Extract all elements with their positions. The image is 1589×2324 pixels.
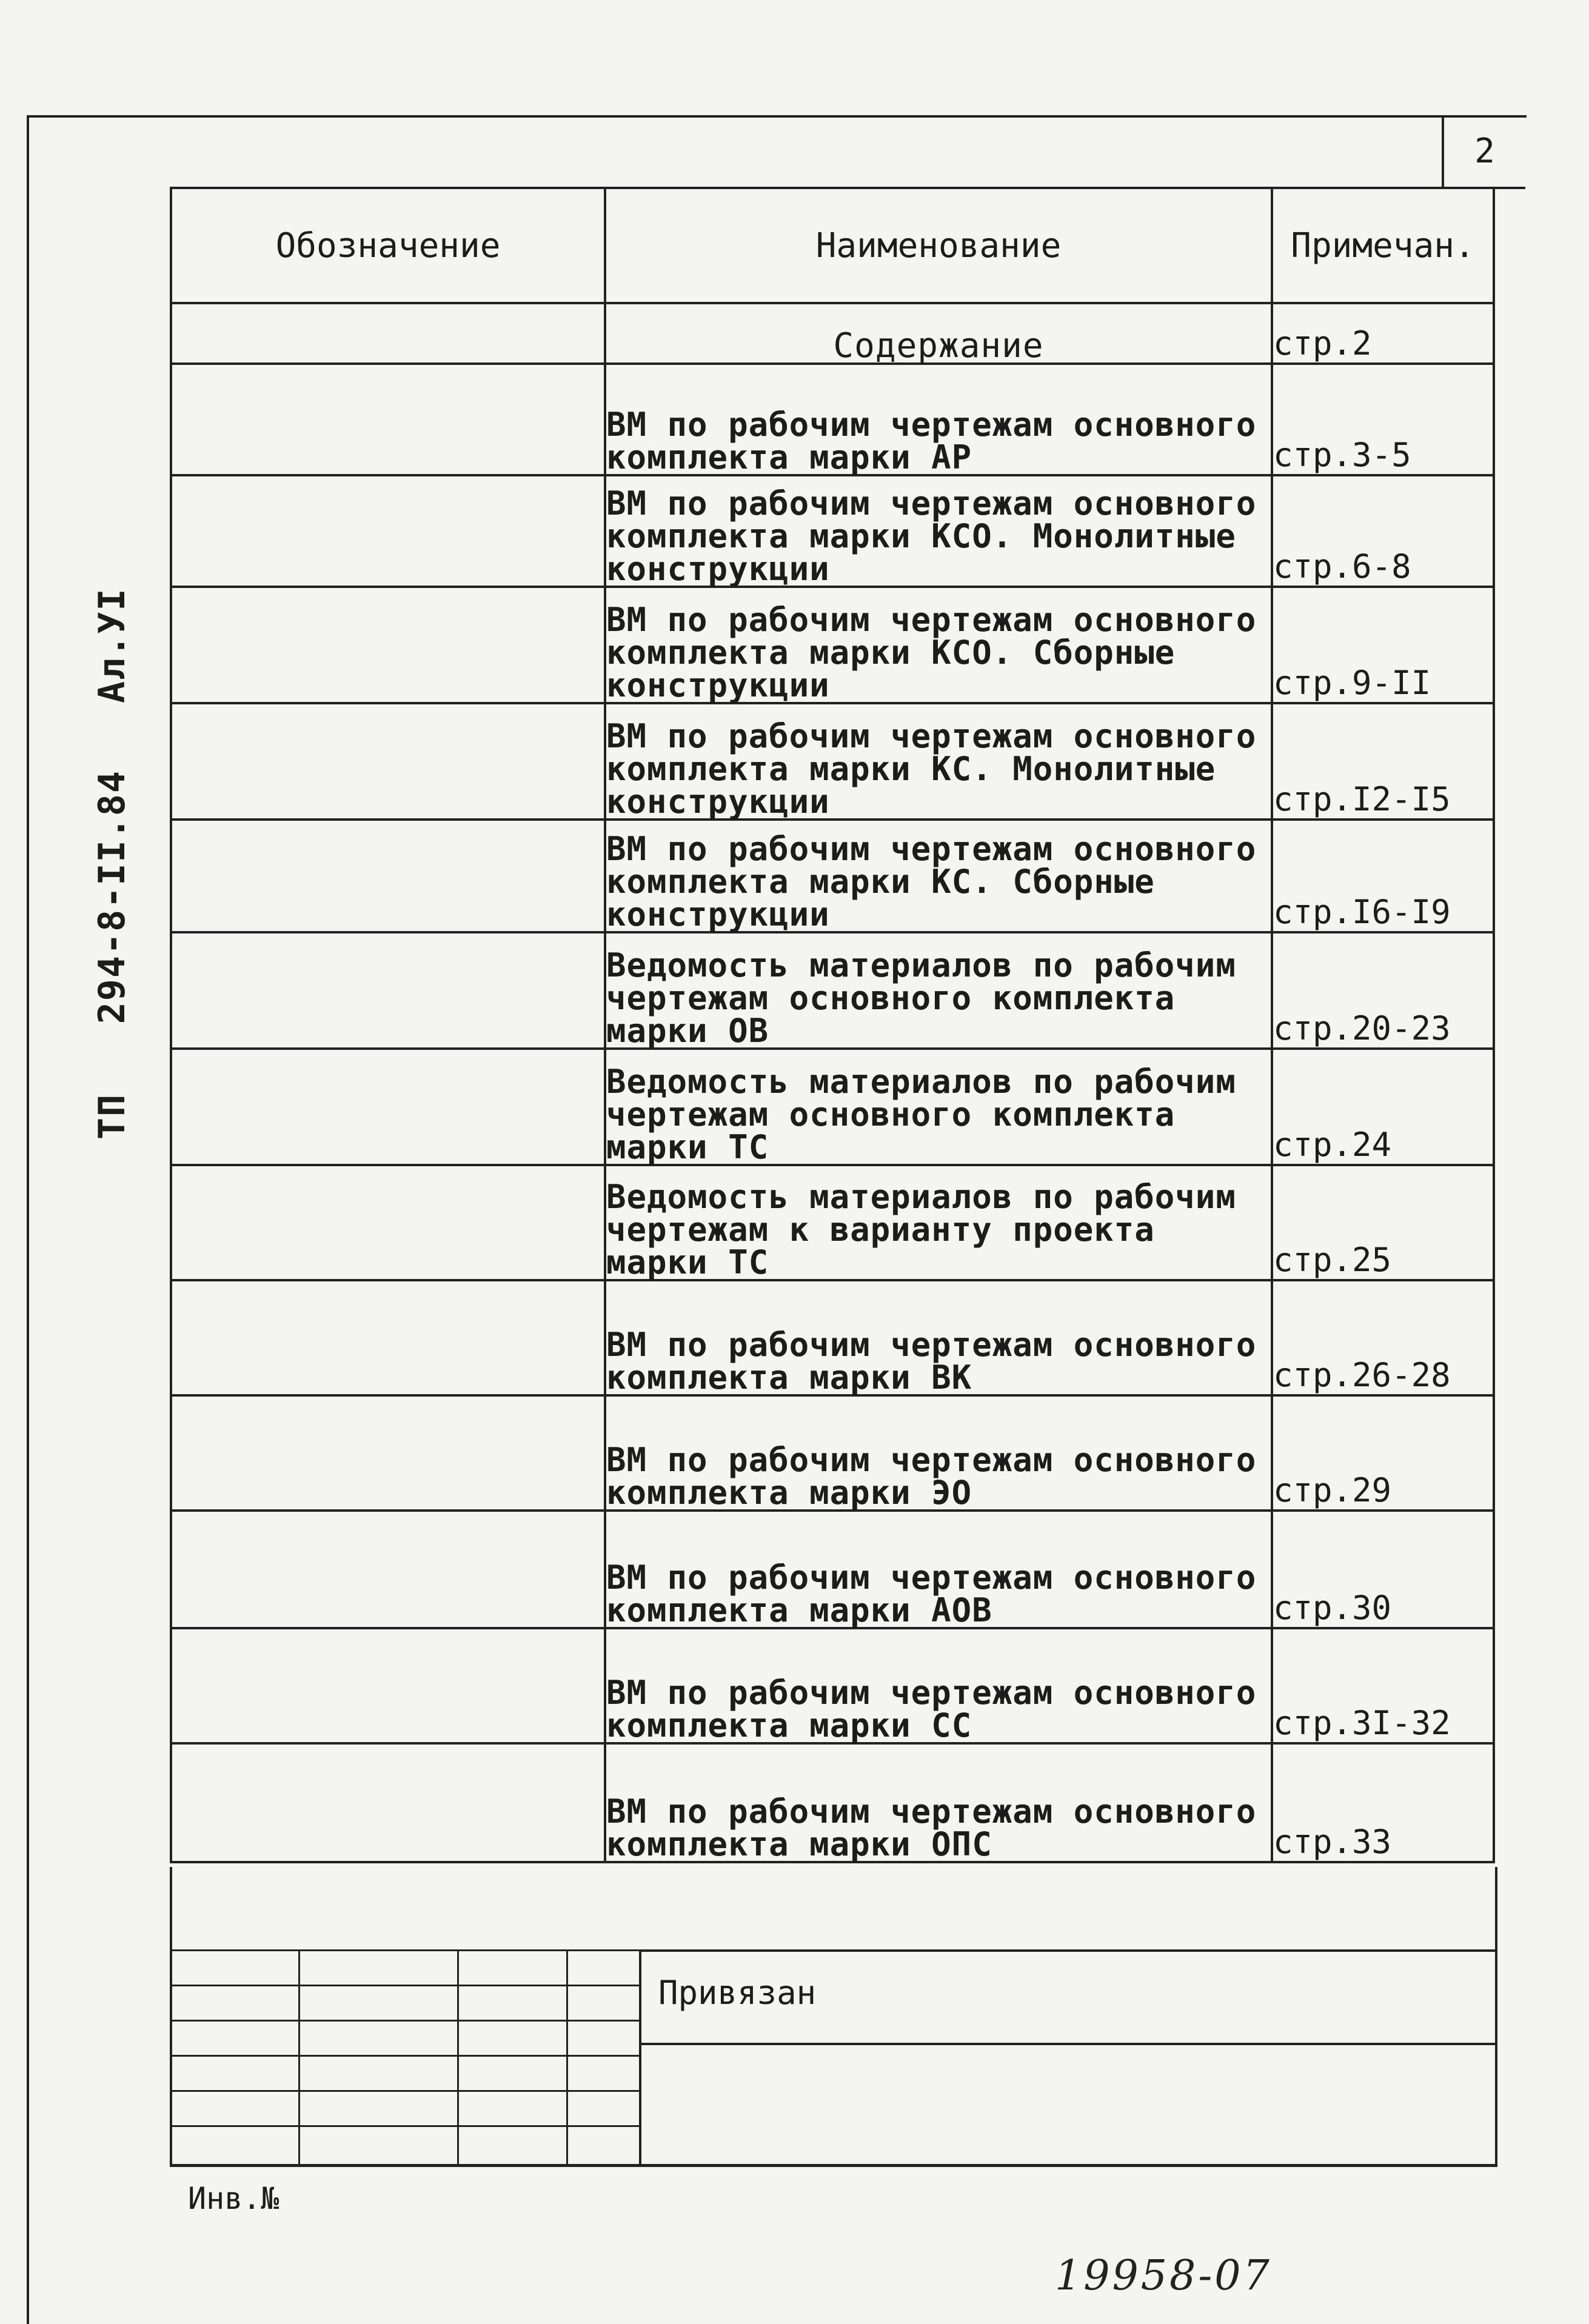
contents-table (170, 187, 1495, 1863)
table-row (171, 1743, 1494, 1862)
name-cell: Ведомость материалов по рабочим чертежам к варианту проекта марки ТС (605, 1165, 1272, 1280)
designation-cell (171, 587, 605, 703)
table-header-row (171, 188, 1494, 303)
designation-cell (171, 1395, 605, 1511)
table-row (171, 1165, 1494, 1280)
header-name: Наименование (605, 188, 1272, 303)
table-row (171, 932, 1494, 1049)
note-cell: стр.33 (1272, 1743, 1494, 1862)
name-cell: ВМ по рабочим чертежам основного комплекта марки КС. Сборные конструкции (605, 820, 1272, 932)
name-cell: ВМ по рабочим чертежам основного комплекта марки ВК (605, 1280, 1272, 1395)
name-cell: ВМ по рабочим чертежам основного комплекта марки КС. Монолитные конструкции (605, 703, 1272, 820)
designation-cell (171, 1165, 605, 1280)
table-row (171, 1395, 1494, 1511)
inventory-number-label: Инв.№ (188, 2181, 279, 2216)
table-row (171, 1511, 1494, 1628)
note-cell: стр.24 (1272, 1049, 1494, 1165)
designation-cell (171, 820, 605, 932)
name-cell: ВМ по рабочим чертежам основного комплекта марки СС (605, 1628, 1272, 1743)
side-stamp-code: ТП 294-8-II.84 (91, 770, 133, 1140)
page-number-text: 2 (1474, 131, 1495, 171)
note-cell: стр.I2-I5 (1272, 703, 1494, 820)
table-row (171, 1280, 1494, 1395)
designation-cell (171, 1049, 605, 1165)
note-cell: стр.20-23 (1272, 932, 1494, 1049)
header-designation: Обозначение (171, 188, 605, 303)
name-cell: ВМ по рабочим чертежам основного комплекта марки КСО. Сборные конструкции (605, 587, 1272, 703)
designation-cell (171, 475, 605, 587)
name-cell: ВМ по рабочим чертежам основного комплекта марки АР (605, 364, 1272, 475)
table-row (171, 364, 1494, 475)
name-cell: ВМ по рабочим чертежам основного комплекта марки КСО. Монолитные конструкции (605, 475, 1272, 587)
name-cell: Ведомость материалов по рабочим чертежам основного комплекта марки ТС (605, 1049, 1272, 1165)
table-row (171, 1628, 1494, 1743)
table-row (171, 1049, 1494, 1165)
designation-cell (171, 932, 605, 1049)
privyazan-label: Привязан (658, 1974, 817, 2012)
table-row (171, 820, 1494, 932)
note-cell: стр.26-28 (1272, 1280, 1494, 1395)
title-block (170, 1867, 1497, 2216)
table-row (171, 475, 1494, 587)
name-cell: ВМ по рабочим чертежам основного комплекта марки АОВ (605, 1511, 1272, 1628)
name-cell: Содержание (605, 303, 1272, 364)
name-cell: ВМ по рабочим чертежам основного комплекта марки ОПС (605, 1743, 1272, 1862)
note-cell: стр.3I-32 (1272, 1628, 1494, 1743)
note-cell: стр.30 (1272, 1511, 1494, 1628)
designation-cell (171, 364, 605, 475)
note-cell: стр.25 (1272, 1165, 1494, 1280)
note-cell: стр.2 (1272, 303, 1494, 364)
designation-cell (171, 1628, 605, 1743)
name-cell: Ведомость материалов по рабочим чертежам основного комплекта марки ОВ (605, 932, 1272, 1049)
designation-cell (171, 1280, 605, 1395)
designation-cell (171, 303, 605, 364)
handwritten-number: 19958-07 (1055, 2252, 1272, 2300)
note-cell: стр.29 (1272, 1395, 1494, 1511)
note-cell: стр.6-8 (1272, 475, 1494, 587)
designation-cell (171, 703, 605, 820)
page-number (1442, 115, 1525, 189)
binding-block (639, 1949, 1497, 2166)
table-row (171, 587, 1494, 703)
side-stamp-album: Ал.УI (91, 587, 133, 704)
name-cell: ВМ по рабочим чертежам основного комплекта марки ЭО (605, 1395, 1272, 1511)
header-note: Примечан. (1272, 188, 1494, 303)
revision-grid (172, 1949, 639, 2216)
table-row (171, 303, 1494, 364)
note-cell: стр.3-5 (1272, 364, 1494, 475)
designation-cell (171, 1511, 605, 1628)
table-row (171, 703, 1494, 820)
side-stamp (91, 587, 133, 1140)
designation-cell (171, 1743, 605, 1862)
note-cell: стр.I6-I9 (1272, 820, 1494, 932)
note-cell: стр.9-II (1272, 587, 1494, 703)
